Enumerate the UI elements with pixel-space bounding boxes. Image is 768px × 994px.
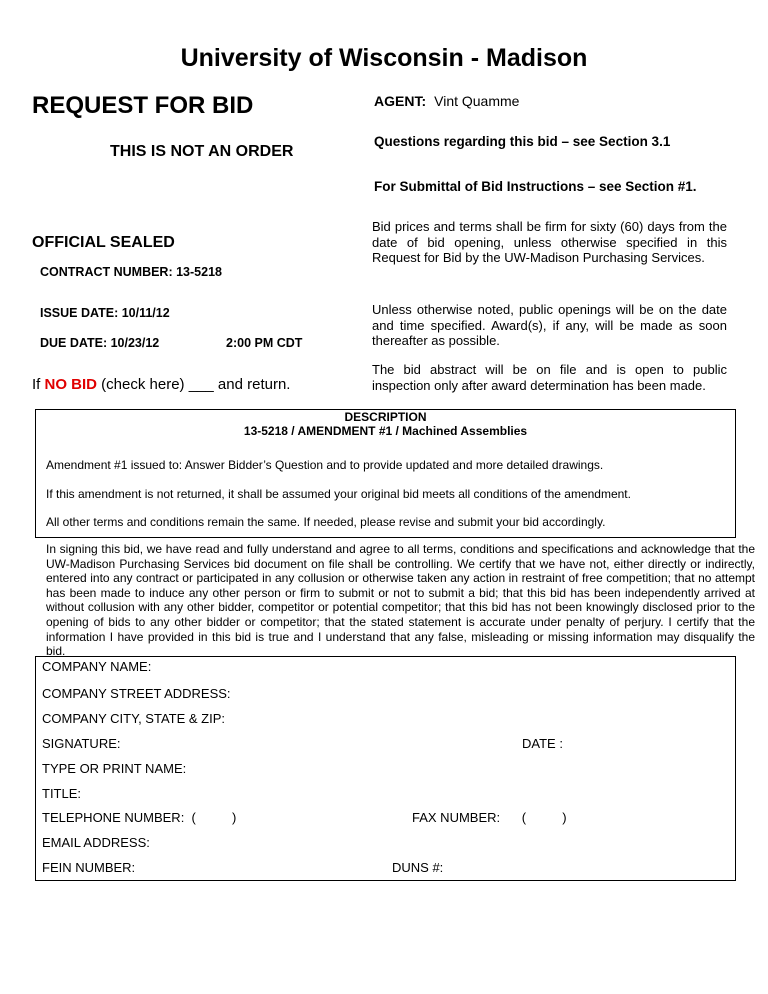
company-street-field[interactable]: COMPANY STREET ADDRESS:	[42, 686, 231, 701]
date-field[interactable]: DATE :	[522, 736, 563, 751]
fax-field[interactable]: FAX NUMBER: ( )	[412, 810, 567, 825]
amendment-line: All other terms and conditions remain the same. If needed, please revise and submit your bid accordingly.	[46, 515, 606, 529]
issue-date: ISSUE DATE: 10/11/12	[40, 306, 170, 320]
due-time: 2:00 PM CDT	[226, 336, 303, 350]
duns-field[interactable]: DUNS #:	[392, 860, 444, 875]
company-city-field[interactable]: COMPANY CITY, STATE & ZIP:	[42, 711, 225, 726]
no-bid-prefix: If	[32, 376, 45, 393]
agent-label: AGENT:	[374, 93, 427, 109]
print-name-field[interactable]: TYPE OR PRINT NAME:	[42, 761, 187, 776]
submittal-note: For Submittal of Bid Instructions – see Section #1.	[374, 179, 697, 194]
due-date: DUE DATE: 10/23/12	[40, 336, 160, 350]
title-field[interactable]: TITLE:	[42, 786, 82, 801]
contract-number: CONTRACT NUMBER: 13-5218	[40, 265, 222, 279]
document-type: REQUEST FOR BID	[32, 92, 254, 119]
firm-prices-paragraph: Bid prices and terms shall be firm for sixty (60) days from the date of bid opening, unless otherwise specified in this Request for Bid by the UW-Madison Purchasing Services.	[372, 219, 727, 265]
certification-paragraph: In signing this bid, we have read and fully understand and agree to all terms, conditions and specifications and acknowledge that the UW-Madison Purchasing Services bid document on file shall be controlling. We certify that we have not, either directly or indirectly, entered into any contract or participated in any collusion or otherwise taken any action in restraint of free competition; that no attempt has been made to induce any other person or firm to submit or not to submit a bid; that this bid has been independently arrived at without collusion with any other bidder, competitor or potential competitor; that this bid has not been knowingly disclosed prior to the opening of bids to any other bidder or competitor; that the stated statement is accurate under penalty of perjury. I certify that the information I have provided in this bid is true and I understand that any false, misleading or missing information may disqualify the bid.	[46, 542, 755, 659]
amendment-line: Amendment #1 issued to: Answer Bidder’s Question and to provide updated and more detailed drawings.	[46, 458, 604, 472]
questions-note: Questions regarding this bid – see Section 3.1	[374, 134, 671, 149]
description-heading-block	[35, 410, 736, 438]
fein-field[interactable]: FEIN NUMBER:	[42, 860, 136, 875]
agent-name: Vint Quamme	[434, 93, 520, 109]
no-bid-word: NO BID	[44, 376, 98, 393]
email-field[interactable]: EMAIL ADDRESS:	[42, 835, 150, 850]
telephone-field[interactable]: TELEPHONE NUMBER: ( )	[42, 810, 237, 825]
official-sealed-label: OFFICIAL SEALED	[32, 234, 175, 251]
description-title: 13-5218 / AMENDMENT #1 / Machined Assemblies	[243, 424, 528, 438]
no-bid-suffix: (check here) ___ and return.	[97, 376, 291, 393]
university-title: University of Wisconsin - Madison	[180, 44, 588, 72]
company-name-field[interactable]: COMPANY NAME:	[42, 659, 152, 674]
signature-field[interactable]: SIGNATURE:	[42, 736, 121, 751]
no-bid-line	[32, 376, 290, 393]
public-openings-paragraph: Unless otherwise noted, public openings will be on the date and time specified. Award(s), if any, will be made as soon thereafter as possible.	[372, 302, 727, 348]
not-an-order-notice: THIS IS NOT AN ORDER	[110, 143, 294, 160]
amendment-line: If this amendment is not returned, it shall be assumed your original bid meets all conditions of the amendment.	[46, 487, 631, 501]
agent-line	[374, 93, 519, 109]
bid-abstract-paragraph: The bid abstract will be on file and is open to public inspection only after award determination has been made.	[372, 362, 727, 393]
description-heading: DESCRIPTION	[344, 410, 427, 424]
